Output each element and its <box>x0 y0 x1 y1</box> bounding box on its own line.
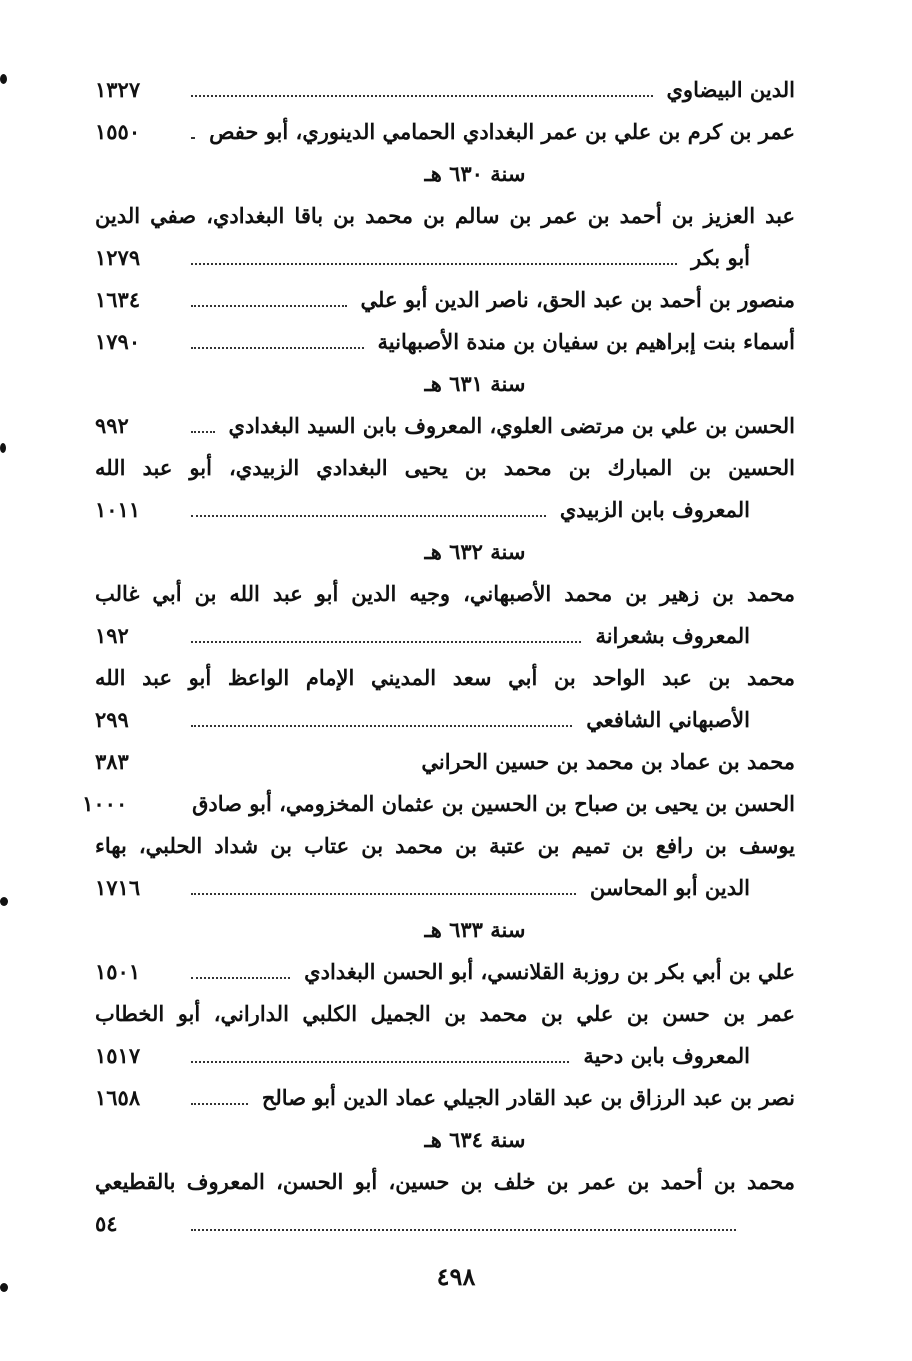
entry-name: محمد بن عبد الواحد بن أبي سعد المديني الإمام الواعظ أبو عبد الله <box>95 664 795 690</box>
dot-leader <box>191 892 576 895</box>
dot-leader <box>191 136 195 139</box>
year-heading-text: سنة ٦٣٢ هـ <box>424 538 526 564</box>
entry-page-ref: ١٠٠٠ <box>82 790 128 816</box>
entry-name: نصر بن عبد الرزاق بن عبد القادر الجيلي عماد الدين أبو صالح <box>261 1084 795 1110</box>
entry-page-ref: ١٣٢٧ <box>95 76 141 102</box>
year-heading <box>95 152 795 194</box>
year-heading-text: سنة ٦٣١ هـ <box>424 370 526 396</box>
dot-leader <box>191 304 347 307</box>
index-entry <box>95 110 795 152</box>
entry-name: المعروف بابن الزبيدي <box>559 496 750 522</box>
year-heading <box>95 362 795 404</box>
index-entry <box>95 194 795 236</box>
dot-leader <box>191 976 290 979</box>
entry-page-ref: ٥٤ <box>95 1210 118 1236</box>
entry-name: أسماء بنت إبراهيم بن سفيان بن مندة الأصبهانية <box>377 328 795 354</box>
index-entry <box>95 404 795 446</box>
entry-page-ref: ٣٨٣ <box>95 748 129 774</box>
index-entry <box>95 278 795 320</box>
entry-name: علي بن أبي بكر بن روزبة القلانسي، أبو الحسن البغدادي <box>304 958 795 984</box>
index-entry <box>95 68 795 110</box>
entry-name: الأصبهاني الشافعي <box>586 706 750 732</box>
index-entry <box>95 446 795 488</box>
index-entry-continuation <box>95 236 795 278</box>
index-entry-continuation <box>95 614 795 656</box>
year-heading-text: سنة ٦٣٠ هـ <box>424 160 526 186</box>
dot-leader <box>191 1228 736 1231</box>
index-entry <box>95 1076 795 1118</box>
entry-page-ref: ١٦٣٤ <box>95 286 141 312</box>
index-entry <box>95 656 795 698</box>
entry-name: عبد العزيز بن أحمد بن عمر بن سالم بن محمد بن باقا البغدادي، صفي الدين <box>95 202 795 228</box>
index-entry <box>95 992 795 1034</box>
index-entry <box>82 782 795 824</box>
entry-page-ref: ٢٩٩ <box>95 706 129 732</box>
entry-page-ref: ١٧٩٠ <box>95 328 141 354</box>
index-entry <box>95 320 795 362</box>
entry-page-ref: ١٥٠١ <box>95 958 141 984</box>
year-heading-text: سنة ٦٣٤ هـ <box>424 1126 526 1152</box>
year-heading <box>95 908 795 950</box>
dot-leader <box>191 346 364 349</box>
page-number: ٤٩٨ <box>436 1262 476 1291</box>
dot-leader <box>191 1060 569 1063</box>
index-entry <box>95 950 795 992</box>
entry-name: عمر بن حسن بن علي بن محمد بن الجميل الكلبي الداراني، أبو الخطاب <box>95 1000 795 1026</box>
entry-page-ref: ١٥٥٠ <box>95 118 141 144</box>
index-entry-continuation <box>95 488 795 530</box>
entry-name: عمر بن كرم بن علي بن عمر البغدادي الحمامي الدينوري، أبو حفص <box>209 118 795 144</box>
entry-name: الحسين بن المبارك بن محمد بن يحيى البغدادي الزبيدي، أبو عبد الله <box>95 454 795 480</box>
entry-name: يوسف بن رافع بن تميم بن عتبة بن محمد بن عتاب بن شداد الحلبي، بهاء <box>95 832 795 858</box>
index-entry-continuation <box>95 1202 795 1244</box>
entry-page-ref: ١٧١٦ <box>95 874 141 900</box>
index-list <box>82 68 795 1244</box>
entry-name: منصور بن أحمد بن عبد الحق، ناصر الدين أبو علي <box>360 286 795 312</box>
entry-name: الدين البيضاوي <box>666 76 795 102</box>
dot-leader <box>191 724 572 727</box>
dot-leader <box>191 640 581 643</box>
year-heading-text: سنة ٦٣٣ هـ <box>424 916 526 942</box>
entry-name: محمد بن زهير بن محمد الأصبهاني، وجيه الدين أبو عبد الله بن أبي غالب <box>95 580 795 606</box>
scan-mark <box>0 897 8 906</box>
year-heading <box>95 530 795 572</box>
entry-page-ref: ١٩٢ <box>95 622 129 648</box>
index-entry-continuation <box>95 1034 795 1076</box>
index-entry <box>95 740 795 782</box>
entry-name: محمد بن أحمد بن عمر بن خلف بن حسين، أبو الحسن، المعروف بالقطيعي <box>95 1168 795 1194</box>
index-entry <box>95 1160 795 1202</box>
dot-leader <box>191 514 546 517</box>
dot-leader <box>191 1102 248 1105</box>
entry-name: المعروف بابن دحية <box>583 1042 750 1068</box>
entry-page-ref: ١٠١١ <box>95 496 141 522</box>
entry-name: محمد بن عماد بن محمد بن حسين الحراني <box>421 748 795 774</box>
entry-page-ref: ٩٩٢ <box>95 412 129 438</box>
scan-mark <box>0 443 6 453</box>
entry-name: الدين أبو المحاسن <box>589 874 750 900</box>
index-entry <box>95 824 795 866</box>
scan-mark <box>0 1283 8 1292</box>
entry-page-ref: ١٥١٧ <box>95 1042 141 1068</box>
scan-mark <box>0 74 7 84</box>
year-heading <box>95 1118 795 1160</box>
dot-leader <box>191 94 653 97</box>
entry-page-ref: ١٦٥٨ <box>95 1084 141 1110</box>
entry-name: المعروف بشعرانة <box>595 622 750 648</box>
index-entry-continuation <box>95 866 795 908</box>
dot-leader <box>191 430 215 433</box>
entry-name: أبو بكر <box>691 244 750 270</box>
index-entry <box>95 572 795 614</box>
entry-name: الحسن بن علي بن مرتضى العلوي، المعروف بابن السيد البغدادي <box>228 412 795 438</box>
entry-name: الحسن بن يحيى بن صباح بن الحسين بن عثمان المخزومي، أبو صادق <box>192 790 795 816</box>
index-entry-continuation <box>95 698 795 740</box>
entry-page-ref: ١٢٧٩ <box>95 244 141 270</box>
dot-leader <box>191 262 677 265</box>
